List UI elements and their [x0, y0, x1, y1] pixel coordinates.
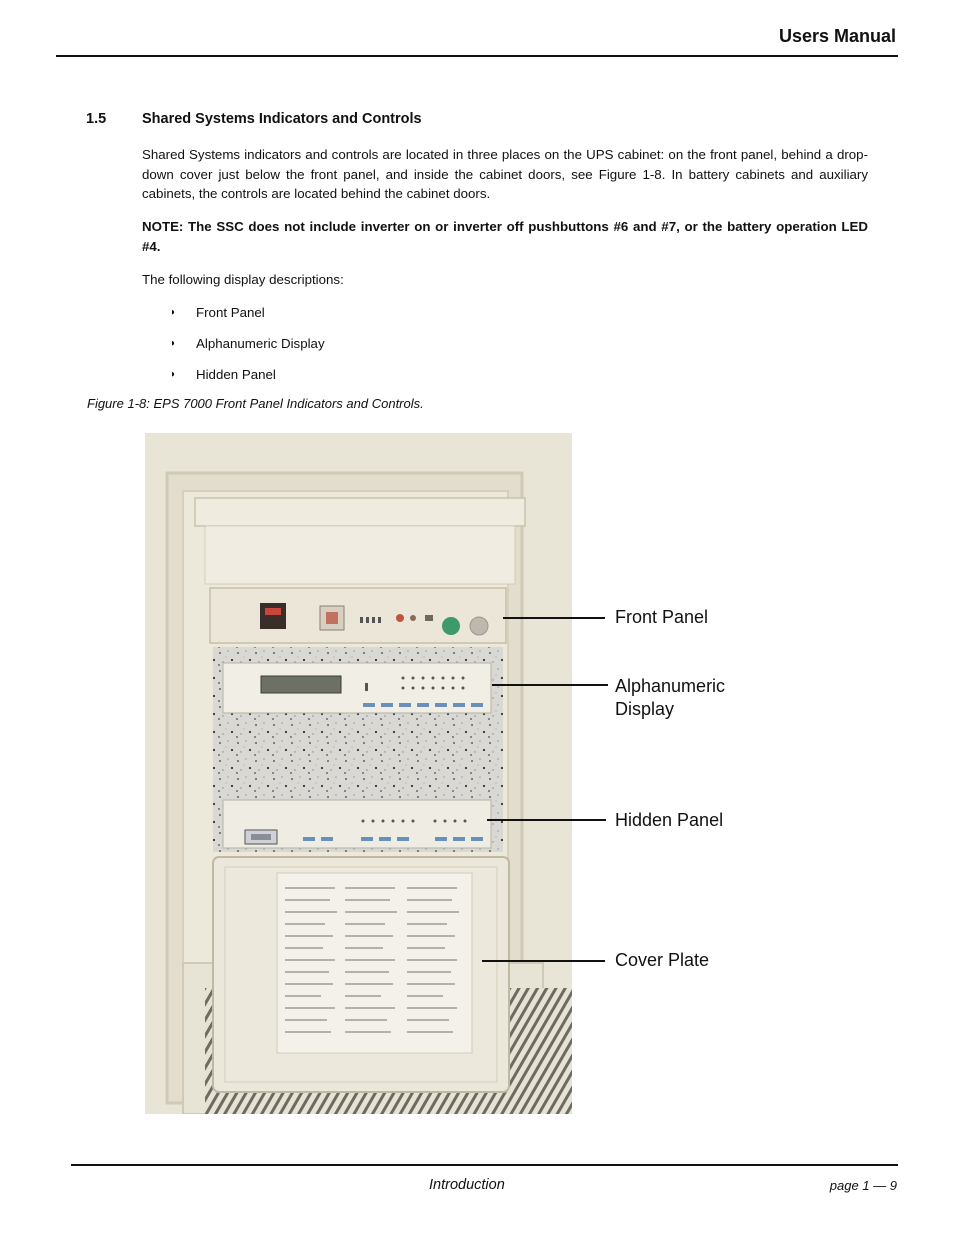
list-item [170, 365, 325, 396]
callout-alphanumeric-display [615, 675, 725, 721]
note-paragraph: NOTE: The SSC does not include inverter on or inverter off pushbuttons #6 and #7, or the battery operation LED #4. [142, 219, 868, 254]
section-number: 1.5 [86, 111, 107, 127]
list-item [170, 334, 325, 365]
callout-cover-plate: Cover Plate [615, 950, 710, 970]
figure-caption: Figure 1-8: EPS 7000 Front Panel Indicators and Controls. [87, 396, 424, 411]
callout-front-panel: Front Panel [615, 607, 709, 627]
display-list [170, 303, 325, 396]
ups-cabinet-photo [145, 433, 572, 1114]
footer-rule [71, 1164, 898, 1166]
lead-paragraph: The following display descriptions: [142, 272, 344, 287]
bullet-arrow-icon: ◗ [170, 338, 177, 349]
callout-alphanumeric-line2: Display [615, 699, 675, 719]
section-title: Shared Systems Indicators and Controls [142, 111, 422, 127]
list-item-label: Hidden Panel [196, 367, 276, 382]
bullet-arrow-icon: ◗ [170, 307, 177, 318]
callout-alphanumeric-line1: Alphanumeric [615, 676, 726, 696]
callout-hidden-panel: Hidden Panel [615, 810, 724, 830]
bullet-arrow-icon: ◗ [170, 369, 177, 380]
header-title: Users Manual [778, 26, 896, 46]
list-item-label: Front Panel [196, 305, 265, 320]
footer-page-number: page 1 — 9 [829, 1178, 897, 1193]
header-rule [56, 55, 898, 57]
intro-paragraph: Shared Systems indicators and controls are located in three places on the UPS cabinet: on the front panel, behind a drop-down cover just below the front panel, and inside the cabinet doors, see Figure 1-8. In battery cabinets and auxiliary cabinets, the controls are located behind the cabinet doors. [142, 147, 868, 201]
list-item [170, 303, 325, 334]
footer-section: Introduction [429, 1177, 505, 1193]
list-item-label: Alphanumeric Display [196, 336, 325, 351]
